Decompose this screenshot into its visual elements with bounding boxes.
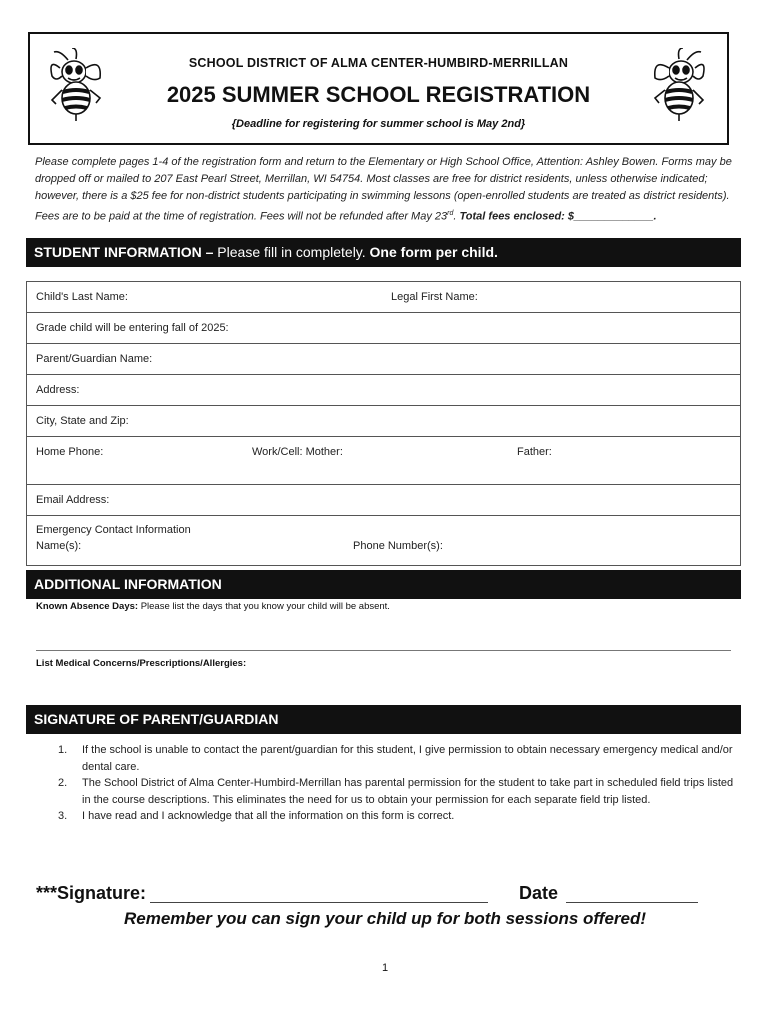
item-text: I have read and I acknowledge that all the information on this form is correct. <box>82 810 455 822</box>
deadline-note: {Deadline for registering for summer school is May 2nd} <box>231 118 526 130</box>
address-row[interactable] <box>27 375 740 406</box>
emergency-names-label: Name(s): <box>36 540 82 552</box>
student-bar-bold: STUDENT INFORMATION – <box>34 244 218 260</box>
grade-row[interactable] <box>27 313 740 344</box>
work-cell-label: Work/Cell: Mother: <box>252 446 343 458</box>
home-phone-label: Home Phone: <box>36 446 104 458</box>
student-info-bar <box>26 238 741 267</box>
city-row[interactable] <box>27 406 740 437</box>
page-number: 1 <box>381 962 389 974</box>
parent-label: Parent/Guardian Name: <box>36 353 153 365</box>
signature-line[interactable] <box>150 902 488 903</box>
item-number: 3. <box>58 810 68 822</box>
item-number: 2. <box>58 777 68 789</box>
page-title: 2025 SUMMER SCHOOL REGISTRATION <box>166 82 591 107</box>
hornet-mascot-icon <box>647 48 709 122</box>
permission-list <box>58 742 738 825</box>
signature-bar: SIGNATURE OF PARENT/GUARDIAN <box>26 705 741 734</box>
absence-answer-line[interactable] <box>36 650 731 651</box>
emergency-row[interactable] <box>27 516 740 567</box>
intro-text: Please complete pages 1-4 of the registration form and return to the Elementary or High School Office, Attention: Ashley Bowen. Forms may be dropped off or mailed to 207 East Pearl Street, Merrillan, WI 54754. Most classes are free for district residents, unless otherwise indicated; however, there is a $25 fee for non-district students participating in swimming lessons (open-enrolled students are treated as district residents). Fees are to be paid at the time of registration. Fees will not be refunded after May 23 <box>35 156 732 223</box>
item-text: If the school is unable to contact the parent/guardian for this student, I give permission to obtain necessary emergency medical and/or dental care. <box>82 744 733 773</box>
city-label: City, State and Zip: <box>36 415 129 427</box>
date-line[interactable] <box>566 902 698 903</box>
parent-row[interactable] <box>27 344 740 375</box>
intro-sep: . <box>453 210 460 223</box>
additional-info-bar: ADDITIONAL INFORMATION <box>26 570 741 599</box>
signature-label: ***Signature: <box>36 883 147 903</box>
intro-sup: rd <box>447 210 454 217</box>
date-label: Date <box>519 883 559 903</box>
last-name-label: Child's Last Name: <box>36 291 128 303</box>
medical-label: List Medical Concerns/Prescriptions/Allergies: <box>36 658 247 669</box>
student-bar-light: Please fill in completely. <box>217 244 370 260</box>
student-info-form <box>26 281 741 566</box>
father-label: Father: <box>517 446 552 458</box>
grade-label: Grade child will be entering fall of 2025: <box>36 322 229 334</box>
emergency-phones-label: Phone Number(s): <box>353 540 443 552</box>
list-item <box>58 808 738 825</box>
absence-days <box>36 601 390 612</box>
remember-note: Remember you can sign your child up for both sessions offered! <box>123 909 647 928</box>
student-bar-bold2: One form per child. <box>369 244 498 260</box>
emergency-label: Emergency Contact Information <box>36 524 191 536</box>
name-row[interactable] <box>27 282 740 313</box>
intro-paragraph <box>35 154 735 226</box>
list-item <box>58 742 738 775</box>
header-box <box>28 32 729 145</box>
item-text: The School District of Alma Center-Humbird-Merrillan has parental permission for the student to take part in scheduled field trips listed in the course descriptions. This eliminates the need for us to obtain your permission for each separate field trip listed. <box>82 777 734 806</box>
district-name: SCHOOL DISTRICT OF ALMA CENTER-HUMBIRD-MERRILLAN <box>188 56 569 70</box>
item-number: 1. <box>58 744 68 756</box>
phone-row[interactable] <box>27 437 740 485</box>
email-row[interactable] <box>27 485 740 516</box>
absence-text: Please list the days that you know your child will be absent. <box>138 601 390 612</box>
absence-label: Known Absence Days: <box>36 601 139 612</box>
address-label: Address: <box>36 384 80 396</box>
email-label: Email Address: <box>36 494 110 506</box>
list-item <box>58 775 738 808</box>
total-fees: Total fees enclosed: $_____________. <box>459 210 657 223</box>
first-name-label: Legal First Name: <box>391 291 478 303</box>
